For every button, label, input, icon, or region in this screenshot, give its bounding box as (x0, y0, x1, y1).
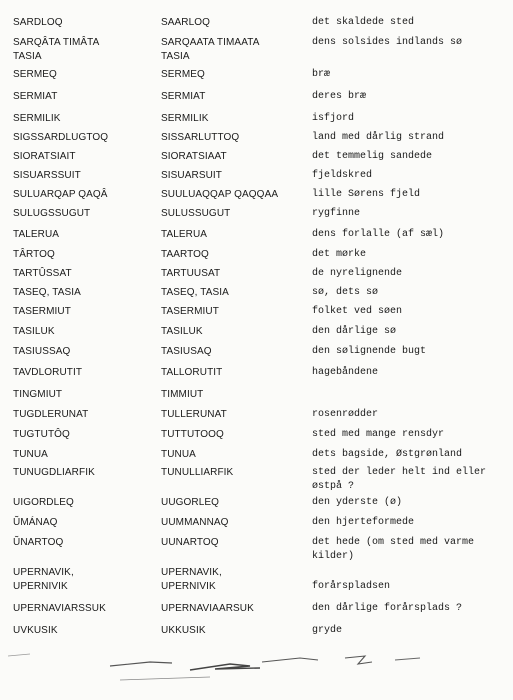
danish-meaning: den hjerteformede (312, 517, 415, 528)
new-spelling: TAARTOQ (161, 249, 209, 260)
new-spelling: TASILUK (161, 326, 203, 337)
new-spelling: UUGORLEQ (161, 497, 220, 508)
danish-meaning: det temmelig sandede (312, 151, 433, 162)
danish-meaning: forårspladsen (312, 581, 391, 592)
danish-meaning: land med dårlig strand (312, 132, 445, 143)
new-spelling: SERMILIK (161, 113, 209, 124)
scan-smudge-marks (0, 640, 513, 700)
old-spelling: TÂRTOQ (13, 249, 55, 260)
new-spelling: TUTTUTOOQ (161, 429, 224, 440)
new-spelling: SARQAATA TIMAATA TASIA (161, 37, 260, 62)
old-spelling: TUNUA (13, 449, 48, 460)
old-spelling: SERMEQ (13, 69, 57, 80)
new-spelling: TASERMIUT (161, 306, 219, 317)
old-spelling: TASIUSSAQ (13, 346, 71, 357)
danish-meaning: dets bagside, Østgrønland (312, 449, 463, 460)
danish-meaning: sø, dets sø (312, 287, 379, 298)
new-spelling: SERMEQ (161, 69, 205, 80)
danish-meaning: den yderste (ø) (312, 497, 403, 508)
old-spelling: SARDLOQ (13, 17, 63, 28)
new-spelling: SULUSSUGUT (161, 208, 231, 219)
old-spelling: SIGSSARDLUGTOQ (13, 132, 109, 143)
old-spelling: UVKUSIK (13, 625, 58, 636)
danish-meaning: de nyrelignende (312, 268, 403, 279)
new-spelling: TASEQ, TASIA (161, 287, 229, 298)
new-spelling: UUNARTOQ (161, 537, 219, 548)
old-spelling: SERMILIK (13, 113, 61, 124)
new-spelling: TARTUUSAT (161, 268, 221, 279)
danish-meaning: rosenrødder (312, 409, 379, 420)
new-spelling: SIORATSIAAT (161, 151, 227, 162)
danish-meaning: folket ved søen (312, 306, 403, 317)
new-spelling: TASIUSAQ (161, 346, 212, 357)
new-spelling: TIMMIUT (161, 389, 204, 400)
new-spelling: UPERNAVIK, UPERNIVIK (161, 567, 222, 592)
new-spelling: TUNULLIARFIK (161, 467, 234, 478)
new-spelling: UPERNAVIAARSUK (161, 603, 254, 614)
new-spelling: TALLORUTIT (161, 367, 223, 378)
danish-meaning: lille Sørens fjeld (312, 189, 421, 200)
old-spelling: TASILUK (13, 326, 55, 337)
old-spelling: TARTÛSSAT (13, 268, 72, 279)
new-spelling: SISSARLUTTOQ (161, 132, 240, 143)
danish-meaning: gryde (312, 625, 343, 636)
danish-meaning: det mørke (312, 249, 367, 260)
danish-meaning: isfjord (312, 113, 355, 124)
danish-meaning: deres bræ (312, 91, 367, 102)
danish-meaning: det skaldede sted (312, 17, 415, 28)
old-spelling: UIGORDLEQ (13, 497, 74, 508)
old-spelling: SERMIAT (13, 91, 58, 102)
old-spelling: SARQÂTA TIMÂTA TASIA (13, 37, 100, 62)
old-spelling: UPERNAVIARSSUK (13, 603, 106, 614)
danish-meaning: dens solsides indlands sø (312, 37, 463, 48)
old-spelling: SIORATSIAIT (13, 151, 76, 162)
old-spelling: ŨMÁNAQ (13, 517, 58, 528)
danish-meaning: den dårlige sø (312, 326, 397, 337)
old-spelling: TINGMIUT (13, 389, 63, 400)
old-spelling: TASEQ, TASIA (13, 287, 81, 298)
danish-meaning: den dårlige forårsplads ? (312, 603, 463, 614)
old-spelling: SULUGSSUGUT (13, 208, 91, 219)
new-spelling: UKKUSIK (161, 625, 206, 636)
danish-meaning: bræ (312, 69, 331, 80)
new-spelling: TULLERUNAT (161, 409, 227, 420)
old-spelling: TUNUGDLIARFIK (13, 467, 95, 478)
old-spelling: TASERMIUT (13, 306, 71, 317)
new-spelling: SAARLOQ (161, 17, 211, 28)
old-spelling: TAVDLORUTIT (13, 367, 83, 378)
old-spelling: SULUARQAP QAQÂ (13, 189, 108, 200)
danish-meaning: sted med mange rensdyr (312, 429, 445, 440)
old-spelling: SISUARSSUIT (13, 170, 81, 181)
danish-meaning: hagebåndene (312, 367, 379, 378)
old-spelling: TUGTUTÔQ (13, 429, 70, 440)
new-spelling: UUMMANNAQ (161, 517, 229, 528)
danish-meaning: det hede (om sted med varme kilder) (312, 537, 475, 562)
danish-meaning: sted der leder helt ind eller østpå ? (312, 467, 487, 492)
new-spelling: SUULUAQQAP QAQQAA (161, 189, 279, 200)
danish-meaning: den sølignende bugt (312, 346, 427, 357)
danish-meaning: dens forlalle (af sæl) (312, 229, 445, 240)
danish-meaning: fjeldskred (312, 170, 373, 181)
new-spelling: SERMIAT (161, 91, 206, 102)
old-spelling: TALERUA (13, 229, 60, 240)
old-spelling: TUGDLERUNAT (13, 409, 89, 420)
danish-meaning: rygfinne (312, 208, 361, 219)
new-spelling: TUNUA (161, 449, 196, 460)
new-spelling: TALERUA (161, 229, 208, 240)
new-spelling: SISUARSUIT (161, 170, 223, 181)
old-spelling: ŨNARTOQ (13, 537, 64, 548)
old-spelling: UPERNAVIK, UPERNIVIK (13, 567, 74, 592)
